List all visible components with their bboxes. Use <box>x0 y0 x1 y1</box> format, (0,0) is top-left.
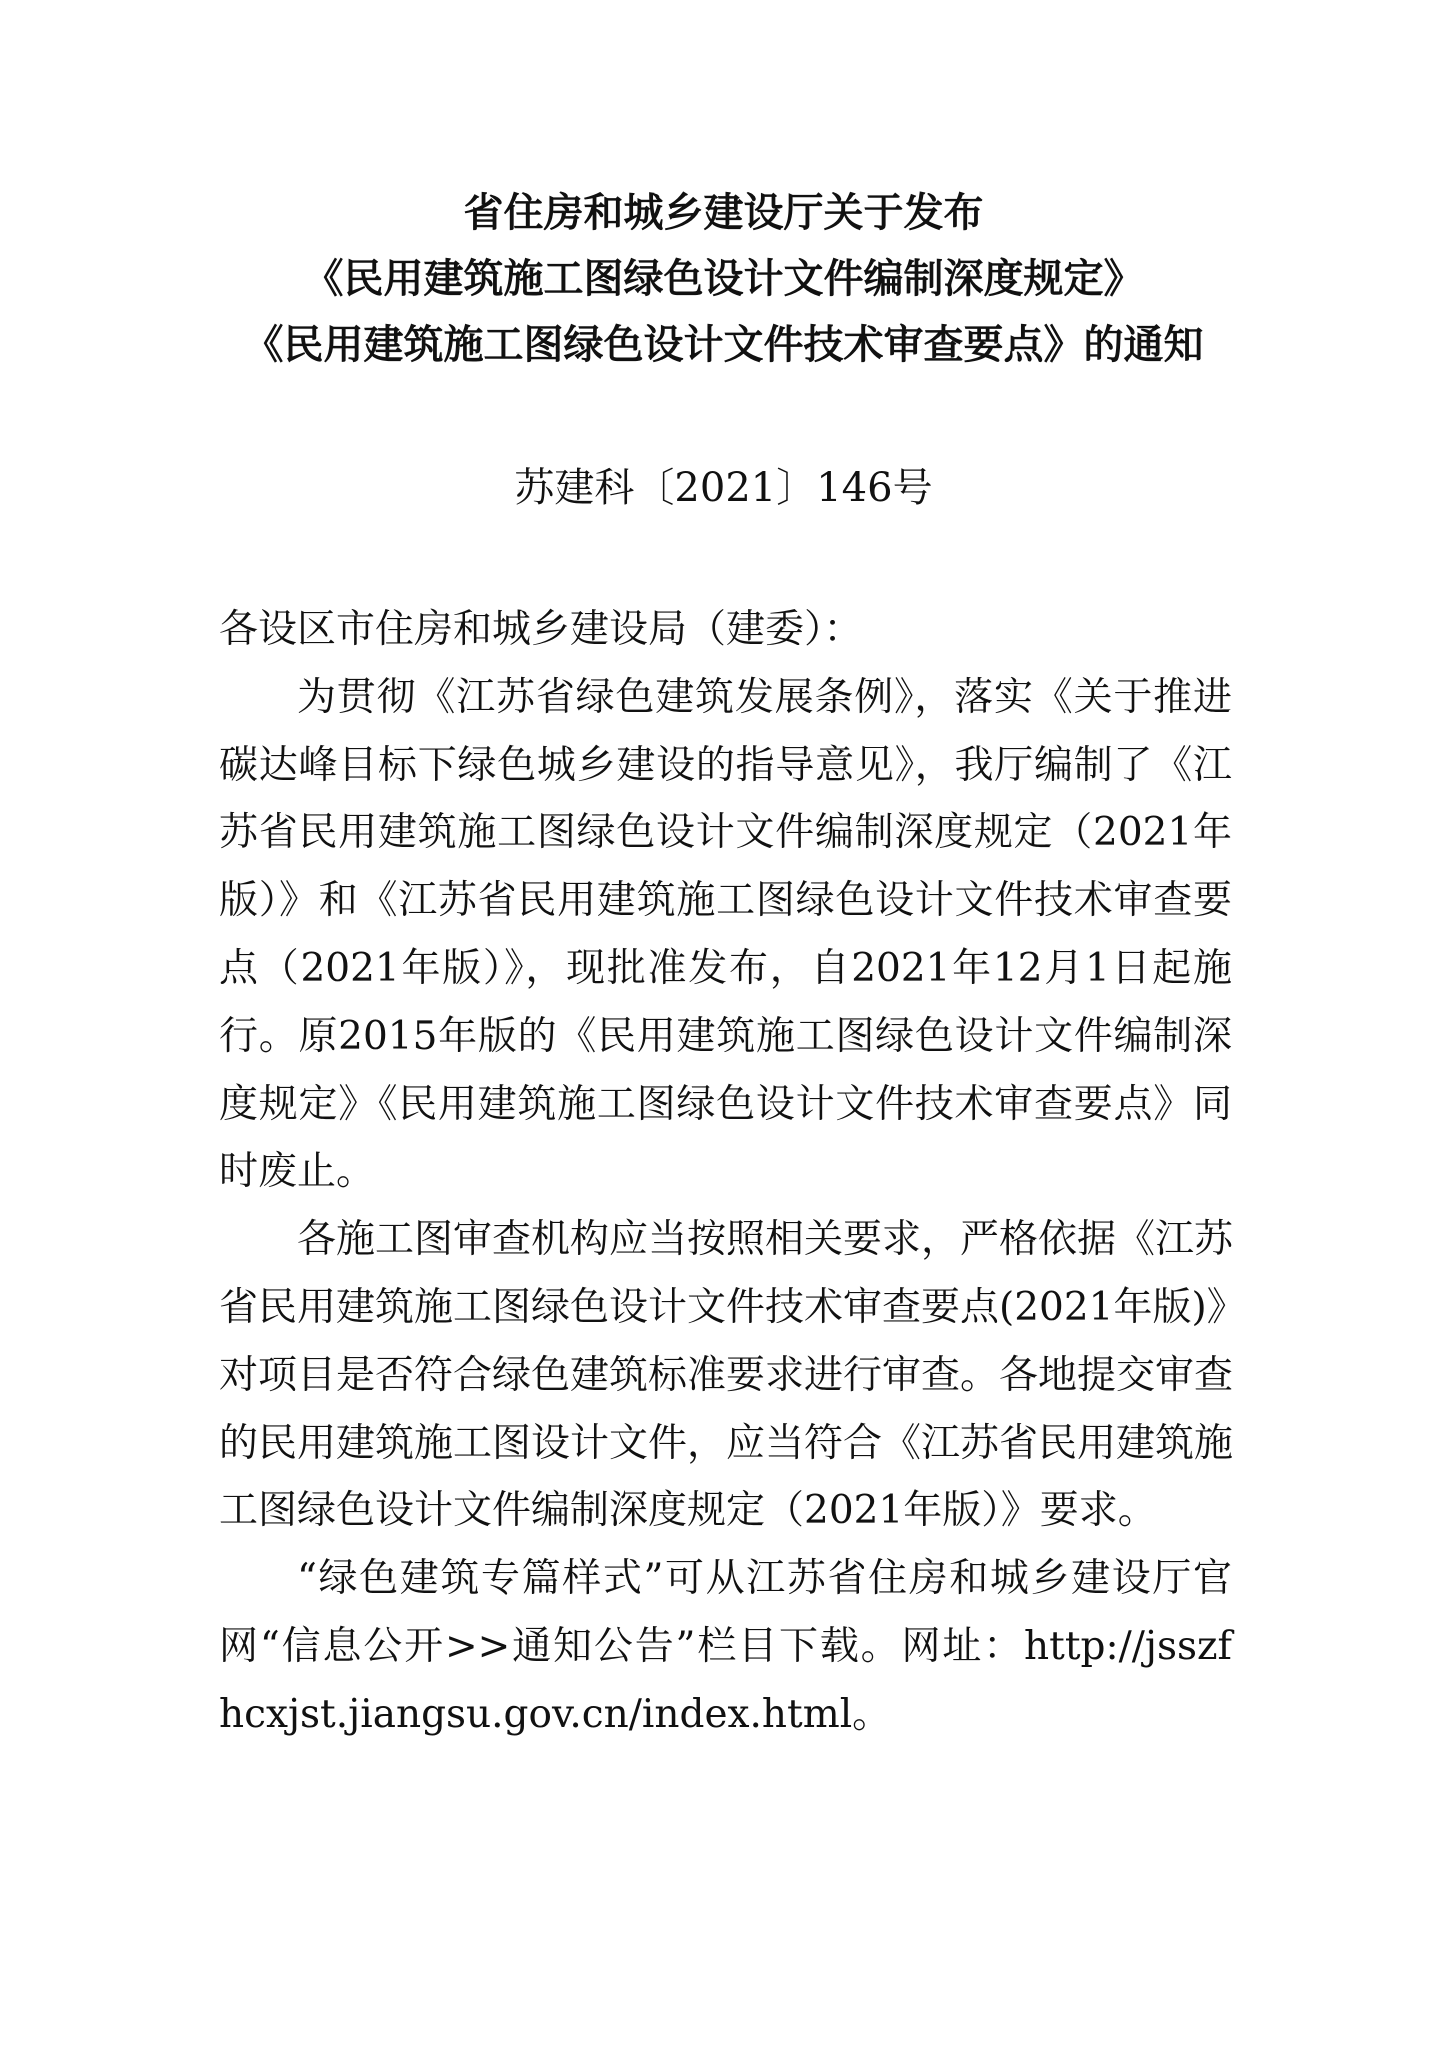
paragraph-line: 行。原2015年版的《民用建筑施工图绿色设计文件编制深 <box>219 1013 1232 1059</box>
paragraph-1 <box>219 664 1232 1206</box>
title-line-1: 省住房和城乡建设厅关于发布 <box>463 190 984 236</box>
title-line-3: 《民用建筑施工图绿色设计文件技术审查要点》的通知 <box>243 322 1204 368</box>
document-title <box>0 180 1447 378</box>
paragraph-line: 各施工图审查机构应当按照相关要求，严格依据《江苏 <box>297 1217 1234 1263</box>
paragraph-line: hcxjst.jiangsu.gov.cn/index.html。 <box>219 1691 892 1737</box>
salutation: 各设区市住房和城乡建设局（建委）： <box>219 607 863 652</box>
document-body <box>219 596 1246 1749</box>
paragraph-line: “绿色建筑专篇样式”可从江苏省住房和城乡建设厅官 <box>297 1556 1232 1602</box>
paragraph-line: 为贯彻《江苏省绿色建筑发展条例》，落实《关于推进 <box>297 674 1232 720</box>
paragraph-line: 版）》和《江苏省民用建筑施工图绿色设计文件技术审查要 <box>219 878 1232 924</box>
document-number: 苏建科〔2021〕146号 <box>514 465 933 511</box>
paragraph-line: 工图绿色设计文件编制深度规定（2021年版）》要求。 <box>219 1488 1157 1534</box>
title-line-2: 《民用建筑施工图绿色设计文件编制深度规定》 <box>303 256 1144 302</box>
paragraph-3 <box>219 1545 1232 1748</box>
paragraph-line: 对项目是否符合绿色建筑标准要求进行审查。各地提交审查 <box>219 1352 1234 1398</box>
paragraph-line: 时废止。 <box>219 1149 376 1195</box>
paragraph-line: 省民用建筑施工图绿色设计文件技术审查要点(2021年版)》 <box>219 1284 1246 1330</box>
paragraph-line: 苏省民用建筑施工图绿色设计文件编制深度规定（2021年 <box>219 810 1232 856</box>
paragraph-line: 度规定》《民用建筑施工图绿色设计文件技术审查要点》同 <box>219 1081 1232 1127</box>
paragraph-2 <box>219 1206 1246 1545</box>
paragraph-line: 点（2021年版）》，现批准发布，自2021年12月1日起施 <box>219 945 1232 991</box>
paragraph-line: 网“信息公开>>通知公告”栏目下载。网址：http://jsszf <box>219 1623 1232 1669</box>
paragraph-line: 的民用建筑施工图设计文件，应当符合《江苏省民用建筑施 <box>219 1420 1234 1466</box>
paragraph-line: 碳达峰目标下绿色城乡建设的指导意见》，我厅编制了《江 <box>219 742 1232 788</box>
